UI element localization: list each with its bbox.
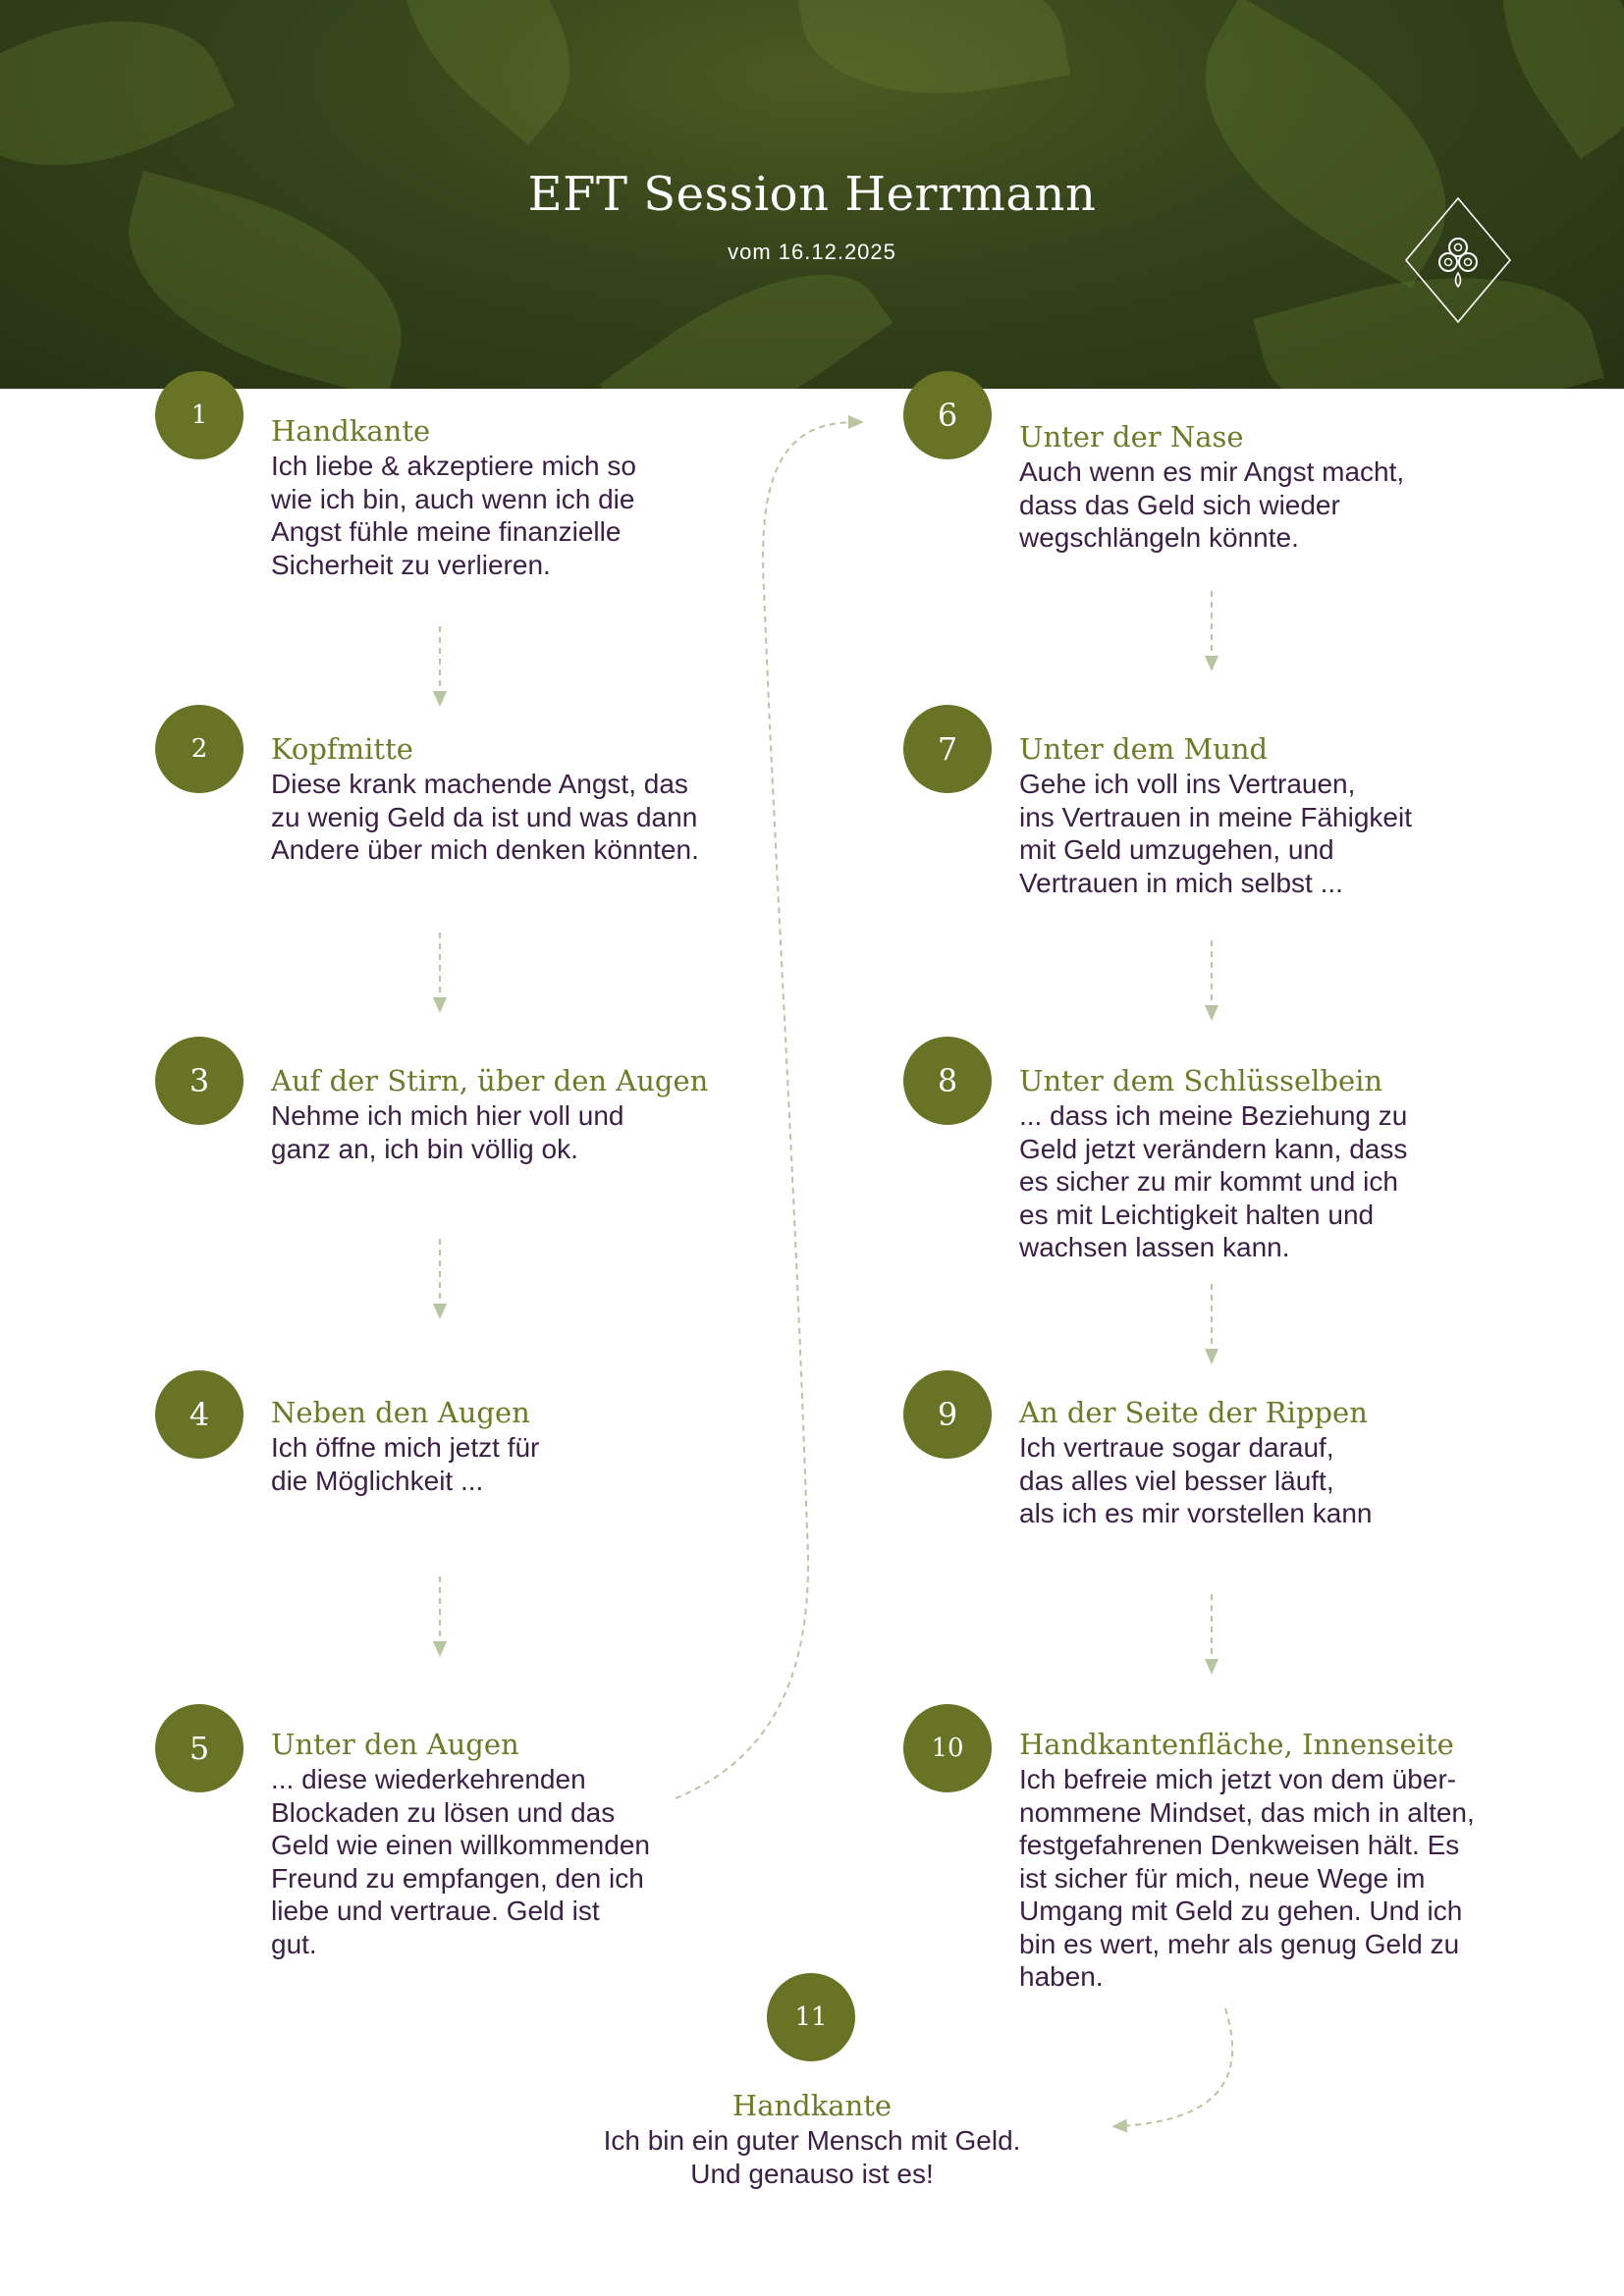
step-number-badge: 3 bbox=[155, 1037, 244, 1125]
step-text: Ich befreie mich jetzt von dem über- nommene Mindset, das mich in alten, festgefahrenen Denkweisen hält. Es ist sicher für mich, neue Wege im Umgang mit Geld zu gehen. Und ich bin es wert, mehr als genug Geld zu haben. bbox=[1019, 1764, 1475, 1992]
step-number-badge: 10 bbox=[903, 1704, 992, 1792]
arrow-curve-10-to-11 bbox=[1119, 2008, 1232, 2126]
page-title: EFT Session Herrmann bbox=[527, 167, 1097, 222]
step-number-badge: 6 bbox=[903, 371, 992, 459]
arrow-curve-5-to-6 bbox=[676, 422, 856, 1798]
step-text: Nehme ich mich hier voll und ganz an, ich bin völlig ok. bbox=[271, 1100, 624, 1164]
session-date: vom 16.12.2025 bbox=[728, 240, 896, 264]
step-text: Auch wenn es mir Angst macht, dass das Geld sich wieder wegschlängeln könnte. bbox=[1019, 456, 1405, 553]
step-number-badge: 9 bbox=[903, 1370, 992, 1459]
step-title: An der Seite der Rippen bbox=[1019, 1396, 1368, 1429]
step-title: Kopfmitte bbox=[271, 732, 413, 766]
step-title: Handkantenfläche, Innenseite bbox=[1019, 1728, 1454, 1761]
step-text: Diese krank machende Angst, das zu wenig Geld da ist und was dann Andere über mich denken könnten. bbox=[271, 769, 699, 865]
step-text: Ich liebe & akzeptiere mich so wie ich bin, auch wenn ich die Angst fühle meine finanzielle Sicherheit zu verlieren. bbox=[271, 451, 636, 580]
step-text: ... dass ich meine Beziehung zu Geld jetzt verändern kann, dass es sicher zu mir kommt und ich es mit Leichtigkeit halten und wachsen lassen kann. bbox=[1019, 1100, 1408, 1262]
step-number-badge: 2 bbox=[155, 705, 244, 793]
step-title: Unter den Augen bbox=[271, 1728, 519, 1761]
step-text: Ich bin ein guter Mensch mit Geld. Und genauso ist es! bbox=[603, 2125, 1021, 2189]
step-text: ... diese wiederkehrenden Blockaden zu lösen und das Geld wie einen willkommenden Freund zu empfangen, den ich liebe und vertraue. Geld ist gut. bbox=[271, 1764, 650, 1959]
step-text: Gehe ich voll ins Vertrauen, ins Vertrauen in meine Fähigkeit mit Geld umzugehen, und Vertrauen in mich selbst ... bbox=[1019, 769, 1412, 898]
step-number-badge: 4 bbox=[155, 1370, 244, 1459]
step-title: Auf der Stirn, über den Augen bbox=[271, 1064, 709, 1097]
step-number-badge: 1 bbox=[155, 371, 244, 459]
step-number-badge: 7 bbox=[903, 705, 992, 793]
step-title: Neben den Augen bbox=[271, 1396, 530, 1429]
step-text: Ich öffne mich jetzt für die Möglichkeit ... bbox=[271, 1432, 540, 1496]
step-title: Unter dem Mund bbox=[1019, 732, 1269, 766]
step-number-badge: 11 bbox=[767, 1973, 855, 2061]
step-title: Handkante bbox=[731, 2089, 893, 2122]
step-number-badge: 5 bbox=[155, 1704, 244, 1792]
step-title: Handkante bbox=[271, 414, 431, 448]
step-number-badge: 8 bbox=[903, 1037, 992, 1125]
step-text: Ich vertraue sogar darauf, das alles viel besser läuft, als ich es mir vorstellen kann bbox=[1019, 1432, 1373, 1528]
step-title: Unter der Nase bbox=[1019, 420, 1244, 454]
step-title: Unter dem Schlüsselbein bbox=[1019, 1064, 1383, 1097]
